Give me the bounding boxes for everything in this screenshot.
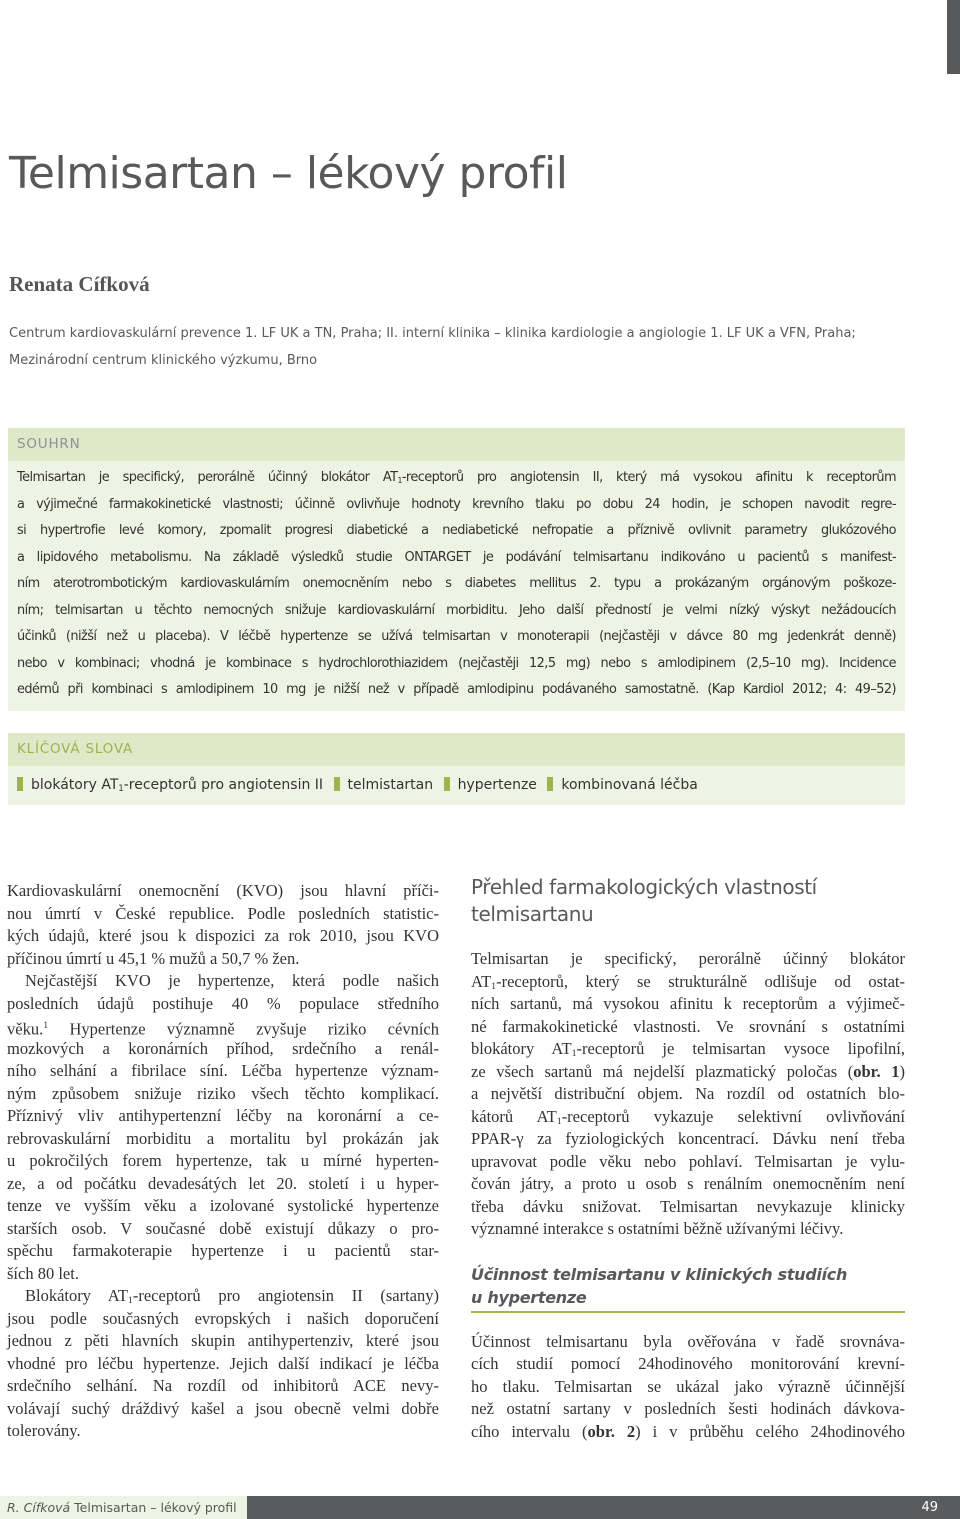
body-line: vhodné pro léčbu hypertenze. Jejich další indikací je léčba <box>7 1353 439 1373</box>
body-line: Blokátory $AT_1$-receptorů pro angiotensin II (sartany) <box>25 1286 440 1306</box>
section-title-line: Přehled farmakologických vlastností <box>471 875 817 899</box>
summary-line: Telmisartan je specifický, perorálně účinný blokátor $AT_1$-receptorů pro angiotensin II, který má vysokou afinitu k receptorům <box>17 470 896 485</box>
summary-box <box>8 461 905 711</box>
body-line: srdečního selhání. Na rozdíl od inhibitorů ACE nevy- <box>7 1376 439 1395</box>
body-line: jsou podle současných evropských i našich doporučení <box>7 1308 439 1328</box>
body-line: $AT_1$-receptorů, který se strukturálně odlišuje od ostat- <box>471 971 905 992</box>
body-line: Příznivý vliv antihypertenzní léčby na koronární a ce- <box>7 1106 439 1125</box>
body-line: cích studií pomocí 24hodinového monitorování krevní- <box>471 1354 905 1373</box>
body-line: posledních údajů postihuje 40 % populace středního <box>7 993 439 1013</box>
footer-title: Telmisartan – lékový profil <box>74 1500 237 1515</box>
summary-line: si hypertrofie levé komory, zpomalit progresi diabetické a nediabetické nefropatie a příznivě ovlivnit parametry glukózového <box>17 523 896 538</box>
body-line: věku.$^1$ Hypertenze významně zvyšuje riziko cévních <box>7 1019 439 1039</box>
author-name: Renata Cífková <box>9 272 150 296</box>
body-line: ho tlaku. Telmisartan se ukázal jako výrazně účinnější <box>471 1376 905 1396</box>
body-line: tolerovány. <box>7 1421 81 1440</box>
body-line: rebrovaskulární morbiditu a mortalitu byl prokázán jak <box>7 1128 439 1148</box>
body-line: né farmakokinetické vlastnosti. Ve srovnání s ostatními <box>471 1016 905 1036</box>
keyword-bullet-icon <box>444 777 450 791</box>
right-column <box>471 874 905 1443</box>
body-line: třeba dávku snižovat. Telmisartan nevykazuje klinicky <box>471 1196 905 1216</box>
body-line: cího intervalu (obr. 2) i v průběhu celého 24hodinového <box>471 1421 905 1441</box>
body-line: než ostatní sartany v posledních šesti hodinách dávkova- <box>471 1399 905 1418</box>
affiliation-line: Centrum kardiovaskulární prevence 1. LF UK a TN, Praha; II. interní klinika – klinika kardiologie a angiologie 1. LF UK a VFN, Praha; <box>9 326 856 341</box>
subsection-title-line: Účinnost telmisartanu v klinických studiích <box>471 1264 848 1284</box>
keyword-item <box>17 766 323 807</box>
body-line: tenze ve vyšším věku a izolované systolické hypertenze <box>7 1196 439 1215</box>
keyword-text: hypertenze <box>457 777 537 793</box>
body-line: Kardiovaskulární onemocnění (KVO) jsou hlavní příči- <box>7 881 439 900</box>
body-line: významné interakce s ostatními běžně užívanými léčivy. <box>471 1219 844 1238</box>
body-line: spěchu farmakoterapie hypertenze i u pacientů star- <box>7 1241 439 1260</box>
keywords-box <box>8 766 905 805</box>
body-line: a největší distribuční objem. Na rozdíl od ostatních blo- <box>471 1084 905 1103</box>
body-line: kých údajů, které jsou k dispozici za rok 2010, jsou KVO <box>7 926 439 945</box>
body-line: ních sartanů, má vysokou afinitu k receptorům a výjimeč- <box>471 994 905 1013</box>
keyword-item <box>334 766 434 804</box>
body-line: Nejčastější KVO je hypertenze, která podle našich <box>25 971 439 990</box>
body-line: jednou z pěti hlavních skupin antihypertenziv, které jsou <box>7 1331 439 1350</box>
summary-line: ním; telmisartan u těchto nemocných snižuje kardiovaskulární morbiditu. Jeho další předností je velmi nízký výskyt nežádoucích <box>17 602 896 618</box>
subsection-title <box>471 1263 905 1309</box>
keyword-item <box>444 766 537 804</box>
keyword-text: telmistartan <box>347 777 434 793</box>
body-line: volávají suchý dráždivý kašel a jsou obecně velmi dobře <box>7 1398 439 1418</box>
body-line: PPAR-γ za fyziologických koncentrací. Dávku není třeba <box>471 1129 905 1148</box>
summary-line: ním aterotrombotickým kardiovaskulárním onemocněním nebo s diabetes mellitus 2. typu a prokázaným orgánovým poškoze- <box>17 576 896 591</box>
body-line: upravovat podle věku nebo pohlaví. Telmisartan je vylu- <box>471 1151 905 1171</box>
keyword-text: blokátory $AT_1$-receptorů pro angiotensin II <box>31 777 324 793</box>
summary-line: a výjimečné farmakokinetické vlastnosti; účinně ovlivňuje hodnoty krevního tlaku po dobu 24 hodin, je schopen navodit regre- <box>17 496 896 512</box>
section-title-line: telmisartanu <box>471 902 594 926</box>
body-line: kátorů $AT_1$-receptorů vykazuje selektivní ovlivňování <box>471 1106 905 1127</box>
page-number: 49 <box>921 1500 938 1515</box>
affiliation-line: Mezinárodní centrum klinického výzkumu, Brno <box>9 353 318 368</box>
body-line: ního selhání a fibrilace síní. Léčba hypertenze význam- <box>7 1061 439 1080</box>
summary-heading: SOUHRN <box>8 428 905 461</box>
body-line: ze, a od počátku devadesátých let 20. století i u hyper- <box>7 1173 439 1193</box>
section-title <box>471 874 905 928</box>
body-line: nou úmrtí v České republice. Podle posledních statistic- <box>7 903 439 923</box>
affiliation <box>9 320 949 374</box>
summary-line: účinků (nižší než u placeba). V léčbě hypertenze se užívá telmisartan v monoterapii (nejčastěji v dávce 80 mg jedenkrát denně) <box>17 629 896 644</box>
summary-line: nebo v kombinaci; vhodná je kombinace s hydrochlorothiazidem (nejčastěji 12,5 mg) nebo s amlodipinem (2,5–10 mg). Incidence <box>17 655 896 671</box>
keyword-bullet-icon <box>17 777 23 791</box>
body-line: ným způsobem snižuje riziko všech těchto komplikací. <box>7 1083 439 1103</box>
body-line: blokátory $AT_1$-receptorů je telmisartan vysoce lipofilní, <box>471 1039 905 1059</box>
subsection-title-line: u hypertenze <box>471 1287 587 1307</box>
corner-tab <box>947 0 960 74</box>
footer-author: R. Cífková <box>7 1500 71 1515</box>
article-title: Telmisartan – lékový profil <box>9 148 568 199</box>
keyword-bullet-icon <box>547 777 553 791</box>
keywords-heading: KLÍČOVÁ SLOVA <box>8 733 905 766</box>
body-line: ze všech sartanů má nejdelší plazmatický poločas (obr. 1) <box>471 1061 905 1081</box>
body-line: příčinou úmrtí u 45,1 % mužů a 50,7 % žen. <box>7 948 300 968</box>
body-line: Telmisartan je specifický, perorálně účinný blokátor <box>471 949 905 968</box>
running-footer <box>7 1496 237 1519</box>
body-line: starších osob. V současné době existují důkazy o pro- <box>7 1218 439 1238</box>
keyword-bullet-icon <box>334 777 340 791</box>
left-column <box>7 880 439 1443</box>
body-line: mozkových a koronárních příhod, srdečního a renál- <box>7 1038 439 1058</box>
body-line: Účinnost telmisartanu byla ověřována v řadě srovnáva- <box>471 1331 905 1351</box>
body-line: u pokročilých forem hypertenze, tak u mírné hyperten- <box>7 1151 439 1170</box>
body-line: ších 80 let. <box>7 1263 79 1283</box>
keyword-text: kombinovaná léčba <box>561 777 698 793</box>
summary-line: edémů při kombinaci s amlodipinem 10 mg je nižší než v případě amlodipinu podávaného samostatně. (Kap Kardiol 2012; 4: 49–52) <box>17 682 896 697</box>
keyword-item <box>547 766 697 804</box>
footer-strip <box>247 1496 960 1519</box>
body-line: čován játry, a proto u osob s renálním onemocněním není <box>471 1174 905 1193</box>
summary-line: a lipidového metabolismu. Na základě výsledků studie ONTARGET je podávání telmisartanu indikováno u pacientů s manifest- <box>17 549 896 565</box>
